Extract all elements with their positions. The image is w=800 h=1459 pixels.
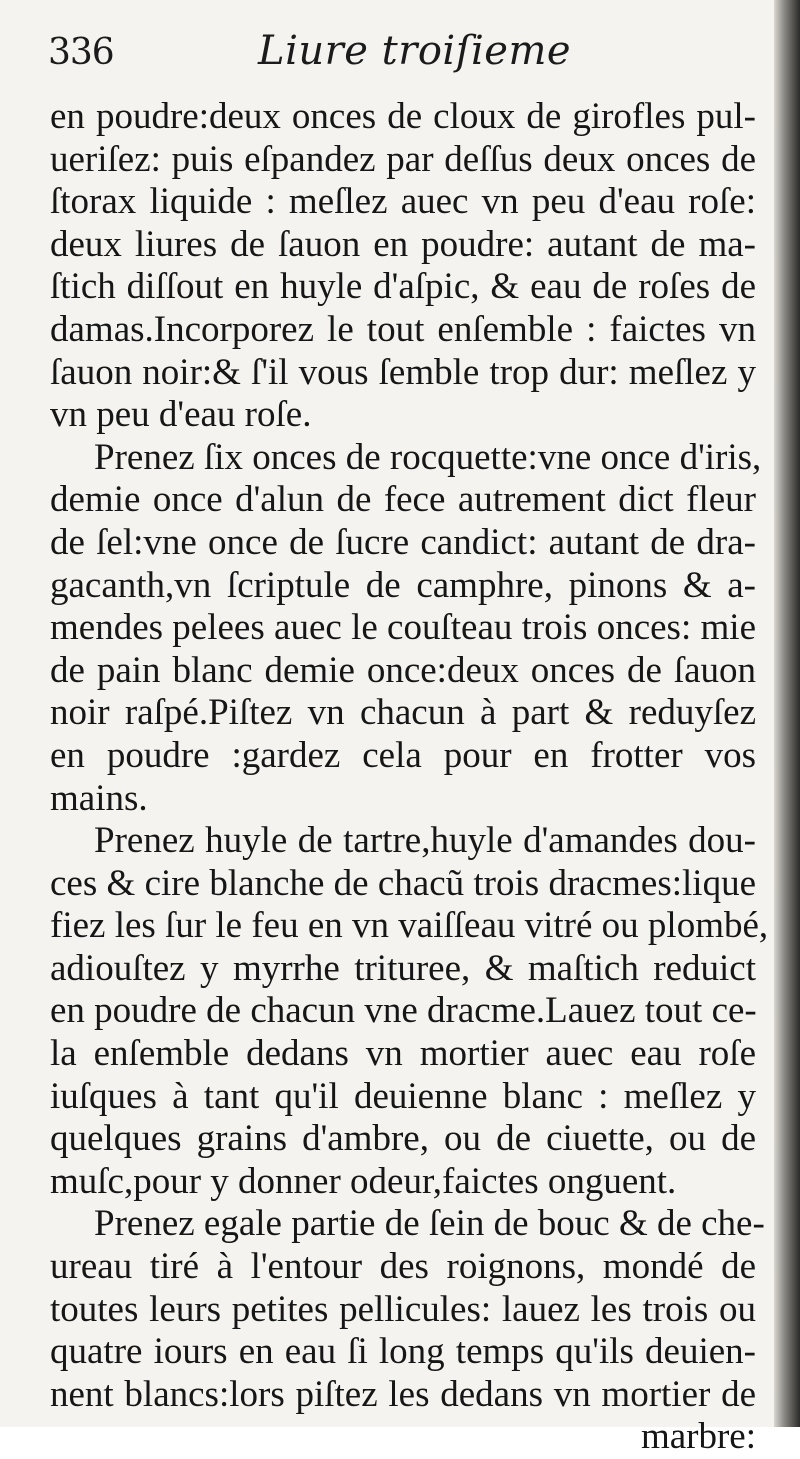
text-line: noir raſpé.Piſtez vn chacun à part & reduyſez [50,692,756,734]
text-line: ces & cire blanche de chacũ trois dracmes:lique [50,862,756,904]
text-line: ſauon noir:& ſ'il vous ſemble trop dur: meſlez y [50,351,756,393]
text-line: iuſques à tant qu'il deuienne blanc : meſlez y [50,1075,756,1117]
text-line: quatre iours en eau ſi long temps qu'ils deuien- [50,1331,756,1373]
page-number: 336 [48,32,114,73]
text-line: vn peu d'eau roſe. [50,394,312,436]
paragraph-start-line: Prenez egale partie de ſein de bouc & de che- [94,1203,765,1245]
text-line: en poudre :gardez cela pour en frotter vos [50,734,756,776]
body-text [50,96,769,1459]
text-line: mendes pelees auec le couſteau trois onces: mie [50,607,756,649]
text-line: demie once d'alun de fece autrement dict fleur [50,479,756,521]
text-line: adiouſtez y myrrhe trituree, & maſtich reduict [50,947,756,989]
text-line: ſtorax liquide : meſlez auec vn peu d'eau roſe: [50,181,756,223]
text-line: damas.Incorporez le tout enſemble : faictes vn [50,308,756,350]
paragraph-start-line: Prenez ſix onces de rocquette:vne once d'iris, [94,436,762,478]
text-line: quelques grains d'ambre, ou de ciuette, ou de [50,1118,756,1160]
text-line: en poudre de chacun vne dracme.Lauez tout ce- [50,990,757,1032]
text-line: ureau tiré à l'entour des roignons, mondé de [50,1246,756,1288]
paragraph-start-line: Prenez huyle de tartre,huyle d'amandes dou- [94,820,756,862]
page-edge-shadow [774,0,800,1427]
text-line: de pain blanc demie once:deux onces de ſauon [50,649,756,691]
text-line: mains. [50,777,148,819]
page-header [0,14,760,84]
text-line: ueriſez: puis eſpandez par deſſus deux onces de [50,138,756,180]
text-line: deux liures de ſauon en poudre: autant de ma- [50,223,756,265]
catchword: marbre: [640,1416,756,1458]
text-line: ſtich diſſout en huyle d'aſpic, & eau de roſes de [50,266,756,308]
text-line: muſc,pour y donner odeur,faictes onguent. [50,1160,677,1202]
text-line: en poudre:deux onces de cloux de girofles pul- [50,96,756,137]
text-line: gacanth,vn ſcriptule de camphre, pinons & a- [50,564,756,606]
running-head: Liure troiſieme [258,28,572,74]
text-line: de ſel:vne once de ſucre candict: autant de dra- [50,521,756,563]
text-line: la enſemble dedans vn mortier auec eau roſe [50,1033,756,1075]
text-line: toutes leurs petites pellicules: lauez les trois ou [50,1288,756,1330]
text-line: fiez les ſur le feu en vn vaiſſeau vitré ou plombé, [50,905,769,947]
text-line: nent blancs:lors piſtez les dedans vn mortier de [50,1373,756,1415]
